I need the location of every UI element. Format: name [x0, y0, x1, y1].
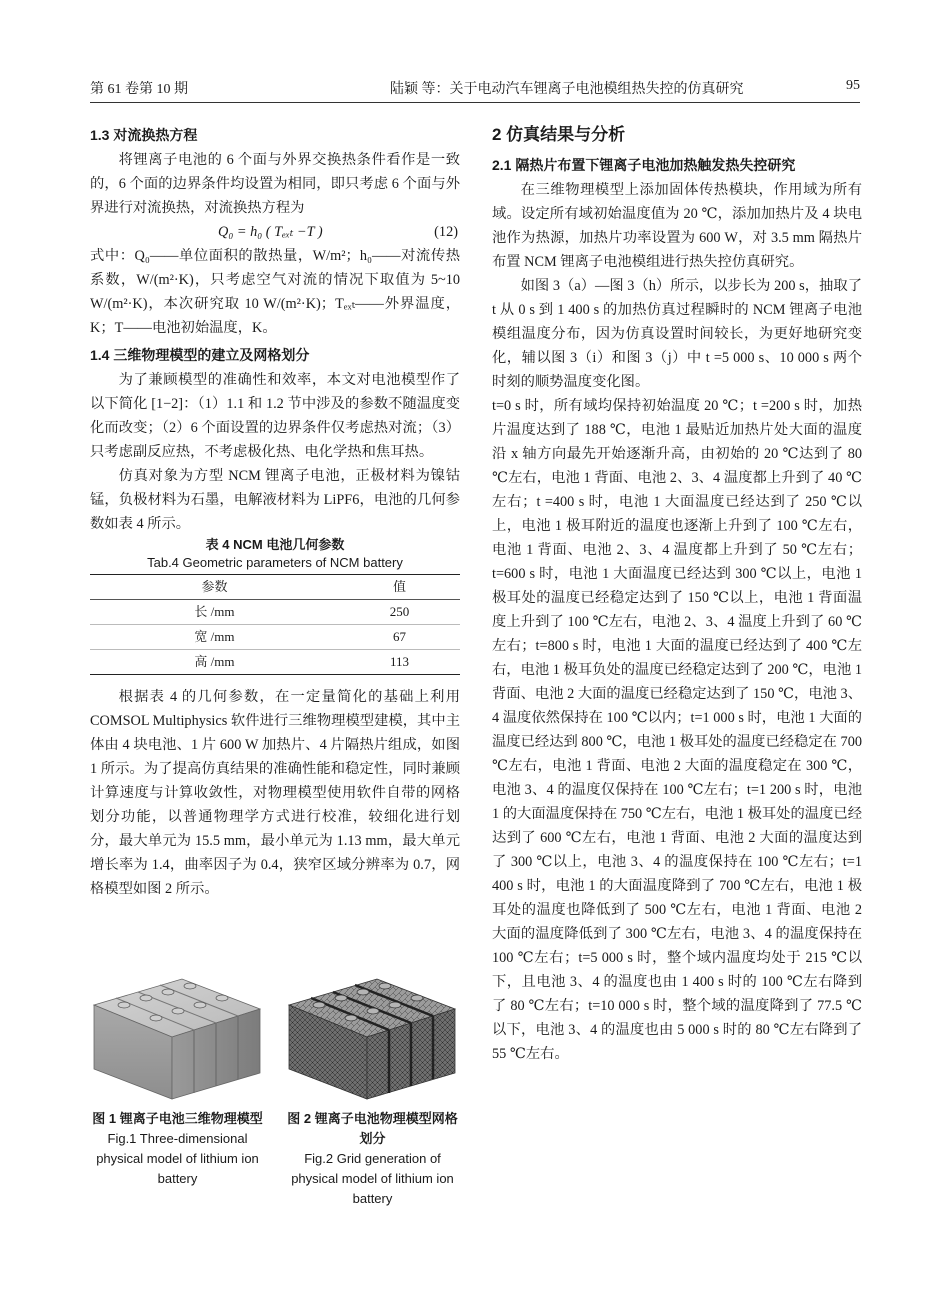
section-2-1-paragraph-2: 如图 3（a）—图 3（h）所示，以步长为 200 s，抽取了 t 从 0 s 到 1 400 s 的加热仿真过程瞬时的 NCM 锂离子电池模组温度分布，因为仿真设置时间较长，为更好地研究变化，辅以图 3（i）和图 3（j）中 t =5 000 s、10 000 s 两个时刻的顺势温度变化图。 — [492, 278, 862, 390]
table-row — [90, 650, 460, 675]
section-1-4-paragraph-1: 为了兼顾模型的准确性和效率，本文对电池模型作了以下简化 [1−2]：（1）1.1 和 1.2 节中涉及的参数不随温度变化而改变；（2）6 个面设置的边界条件仅考虑热对流；（3）只考虑副反应热，不考虑极化热、电化学热和焦耳热。 — [90, 372, 460, 460]
table-row — [90, 625, 460, 650]
table-cell: 113 — [339, 650, 460, 675]
figure-2 — [285, 975, 460, 1209]
figure-2-caption-cn: 图 2 锂离子电池物理模型网格划分 — [287, 1111, 458, 1146]
equation-12 — [90, 220, 460, 244]
article-running-title: 陆颖 等：关于电动汽车锂离子电池模组热失控的仿真研究 — [390, 82, 744, 97]
journal-volume: 第 61 卷第 10 期 — [90, 82, 188, 97]
battery-mesh-model-image — [285, 975, 460, 1105]
figure-2-caption-en: Fig.2 Grid generation of physical model of lithium ion battery — [291, 1151, 454, 1206]
section-2-heading: 2 仿真结果与分析 — [492, 125, 626, 144]
figure-1 — [90, 975, 265, 1189]
table-header-value: 值 — [339, 575, 460, 600]
section-1-4-heading: 1.4 三维物理模型的建立及网格划分 — [90, 347, 310, 363]
table-row — [90, 600, 460, 625]
equation-number: (12) — [434, 224, 458, 240]
table-cell: 67 — [339, 625, 460, 650]
section-2-1-heading: 2.1 隔热片布置下锂离子电池加热触发热失控研究 — [492, 157, 796, 173]
table-cell: 250 — [339, 600, 460, 625]
section-1-4-paragraph-3: 根据表 4 的几何参数，在一定量简化的基础上利用 COMSOL Multiphysics 软件进行三维物理模型建模，其中主体由 4 块电池、1 片 600 W 加热片、4 片隔热片组成，如图 1 所示。为了提高仿真结果的准确性能和稳定性，同时兼顾计算速度与计算收敛性，对物理模型使用软件自带的网格划分功能，以普通物理学方式进行校准，较细化进行划分，最大单元为 15.5 mm，最小单元为 1.13 mm，最大单元增长率为 1.4，曲率因子为 0.4，狭窄区域分辨率为 0.7，网格模型如图 2 所示。 — [90, 689, 460, 897]
header-rule — [90, 102, 860, 103]
section-1-3-paragraph-1: 将锂离子电池的 6 个面与外界交换热条件看作是一致的，6 个面的边界条件均设置为相同，即只考虑 6 个面与外界进行对流换热，对流换热方程为 — [90, 152, 460, 216]
table-header-param: 参数 — [90, 575, 339, 600]
table-caption-cn: 表 4 NCM 电池几何参数 — [205, 537, 345, 552]
table-cell: 宽 /mm — [90, 625, 339, 650]
equation-formula: Q₀ = h₀ ( Tₑₓₜ −T ) — [218, 224, 323, 240]
table-header-row — [90, 575, 460, 600]
running-header — [90, 72, 860, 100]
page-number: 95 — [846, 78, 860, 93]
section-2-1-paragraph-1: 在三维物理模型上添加固体传热模块，作用域为所有域。设定所有域初始温度值为 20 ℃，添加加热片及 4 块电池作为热源，加热片功率设置为 600 W，对 3.5 mm 隔热片布置 NCM 锂离子电池模组进行热失控仿真研究。 — [492, 182, 862, 270]
right-column — [492, 120, 862, 1066]
figure-1-caption-cn: 图 1 锂离子电池三维物理模型 — [92, 1111, 263, 1126]
geometry-table — [90, 574, 460, 675]
section-1-3-paragraph-2: 式中：Q₀——单位面积的散热量，W/m²；h₀——对流传热系数，W/(m²·K)，只考虑空气对流的情况下取值为 5~10 W/(m²·K)，本次研究取 10 W/(m²·K)；Tₑₓₜ——外界温度，K；T——电池初始温度，K。 — [90, 248, 460, 336]
table-cell: 高 /mm — [90, 650, 339, 675]
battery-3d-model-image — [90, 975, 265, 1105]
table-cell: 长 /mm — [90, 600, 339, 625]
table-caption-en: Tab.4 Geometric parameters of NCM battery — [147, 555, 403, 570]
section-1-4-paragraph-2: 仿真对象为方型 NCM 锂离子电池，正极材料为镍钴锰，负极材料为石墨，电解液材料为 LiPF6，电池的几何参数如表 4 所示。 — [90, 468, 460, 532]
section-1-3-heading: 1.3 对流换热方程 — [90, 127, 198, 143]
section-2-1-paragraph-3: t=0 s 时，所有域均保持初始温度 20 ℃；t =200 s 时，加热片温度达到了 188 ℃，电池 1 最贴近加热片处大面的温度沿 x 轴方向最先开始逐渐升高，由初始的 20 ℃达到了 80 ℃左右，电池 1 背面、电池 2、3、4 温度都上升到了 40 ℃左右；t =400 s 时，电池 1 大面温度已经达到了 250 ℃以上，电池 1 极耳附近的温度也逐渐上升到了 100 ℃左右，电池 1 背面、电池 2、3、4 温度都上升到了 50 ℃左右；t=600 s 时，电池 1 大面温度已经达到 300 ℃以上，电池 1 极耳处的温度已经稳定达到了 150 ℃以上，电池 1 背面温度上升到了 100 ℃左右，电池 2、3、4 温度上升到了 60 ℃左右；t=800 s 时，电池 1 大面的温度已经达到了 400 ℃左右，电池 1 极耳负处的温度已经稳定达到了 200 ℃，电池 1 背面、电池 2 大面的温度已经稳定达到了 150 ℃，电池 3、4 温度依然保持在 100 ℃以内；t=1 000 s 时，电池 1 大面的温度已经达到 800 ℃，电池 1 极耳处的温度已经稳定在 700 ℃左右，电池 1 背面、电池 2 大面的温度稳定在 300 ℃，电池 3、4 的温度仅保持在 100 ℃左右；t=1 200 s 时，电池 1 的大面温度保持在 750 ℃左右，电池 1 极耳处的温度已经达到了 600 ℃左右，电池 1 背面、电池 2 大面的温度达到了 300 ℃以上，电池 3、4 的温度保持在 100 ℃左右；t=1 400 s 时，电池 1 的大面温度降到了 700 ℃左右，电池 1 极耳处的温度也降低到了 500 ℃左右，电池 1 背面、电池 2 大面的温度降低到了 300 ℃左右，电池 3、4 的温度保持在 100 ℃左右；t=5 000 s 时，整个域内温度均处于 215 ℃以下，且电池 3、4 的温度也由 1 400 s 时的 100 ℃左右降到了 80 ℃左右；t=10 000 s 时，整个域的温度降到了 77.5 ℃以下，电池 3、4 的温度也由 5 000 s 时的 80 ℃左右降到了 55 ℃左右。 — [492, 398, 862, 1062]
figure-1-caption-en: Fig.1 Three-dimensional physical model of lithium ion battery — [96, 1131, 259, 1186]
left-column — [90, 120, 460, 901]
